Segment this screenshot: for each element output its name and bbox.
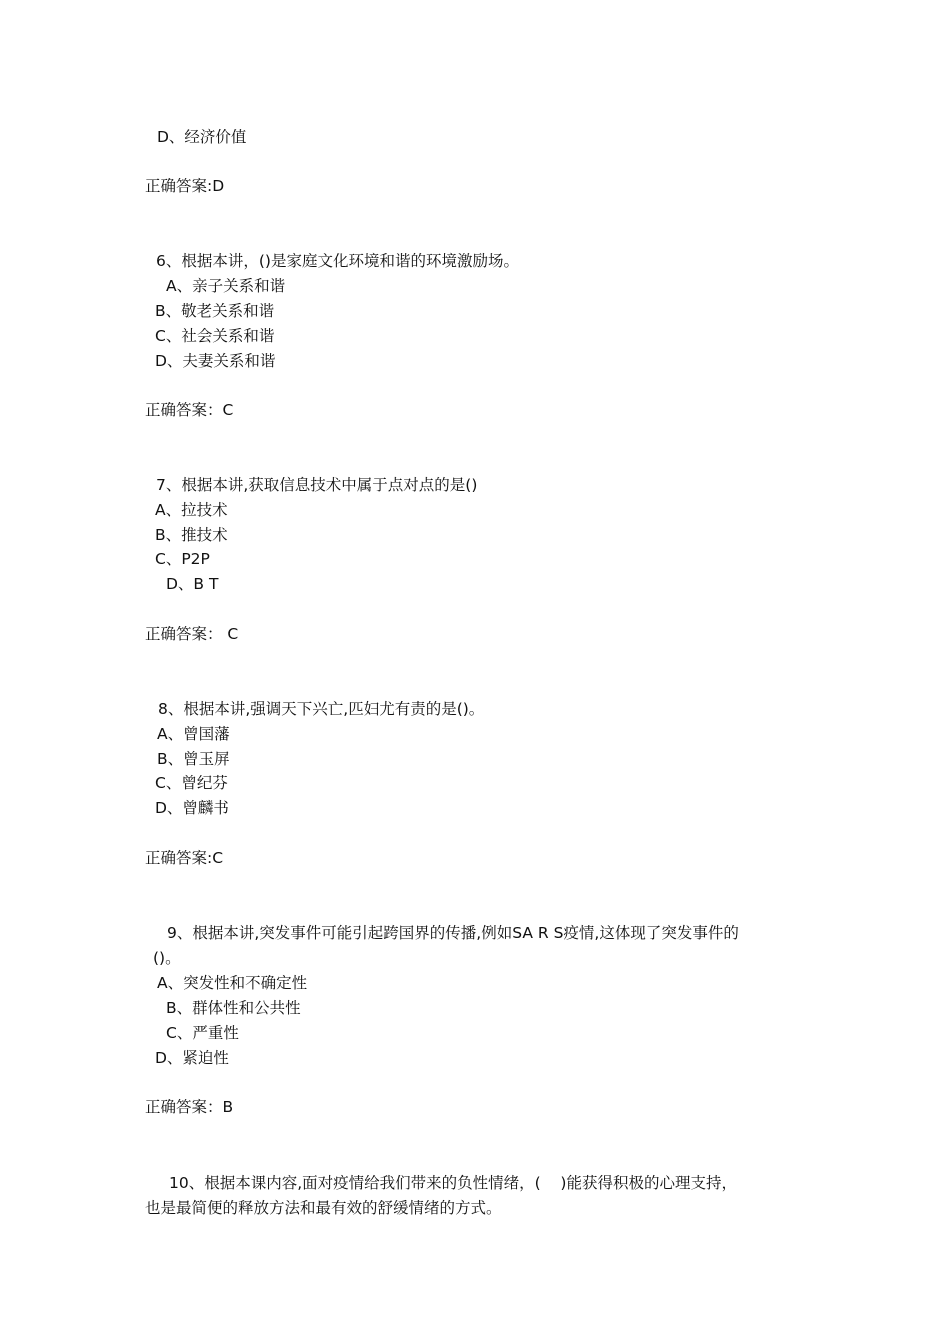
q8-option-c: C、曾纪芬 [155,774,228,792]
q7-stem: 7、根据本讲,获取信息技术中属于点对点的是() [156,476,478,494]
q5-answer: 正确答案:D [145,177,225,195]
q7-answer: 正确答案： C [145,625,239,643]
q8-option-a: A、曾国藩 [157,725,230,743]
q6-answer: 正确答案：C [145,401,234,419]
q7-option-a: A、拉技术 [155,501,228,519]
q9-stem-line2: ()。 [153,949,181,967]
q5-option-d: D、经济价值 [157,128,247,146]
q9-option-d: D、紧迫性 [155,1049,229,1067]
q7-option-b: B、推技术 [155,526,228,544]
q8-answer: 正确答案:C [145,849,224,867]
q6-option-d: D、夫妻关系和谐 [155,352,276,370]
q10-stem-line2: 也是最简便的释放方法和最有效的舒缓情绪的方式。 [145,1199,502,1217]
q9-option-a: A、突发性和不确定性 [157,974,308,992]
q6-option-c: C、社会关系和谐 [155,327,275,345]
q8-option-d: D、曾麟书 [155,799,229,817]
q9-answer: 正确答案：B [145,1098,234,1116]
q7-option-d: D、B T [166,575,219,593]
q8-stem: 8、根据本讲,强调天下兴亡,匹妇尤有责的是()。 [158,700,485,718]
q6-stem: 6、根据本讲，()是家庭文化环境和谐的环境激励场。 [156,252,519,270]
q10-stem-line1: 10、根据本课内容,面对疫情给我们带来的负性情绪，( )能获得积极的心理支持， [169,1174,737,1192]
q6-option-b: B、敬老关系和谐 [155,302,275,320]
q6-option-a: A、亲子关系和谐 [166,277,286,295]
q9-option-b: B、群体性和公共性 [166,999,301,1017]
q8-option-b: B、曾玉屏 [157,750,230,768]
q9-option-c: C、严重性 [166,1024,239,1042]
q9-stem-line1: 9、根据本讲,突发事件可能引起跨国界的传播,例如SA R S疫情,这体现了突发事件的 [167,924,739,942]
q7-option-c: C、P2P [155,550,210,568]
